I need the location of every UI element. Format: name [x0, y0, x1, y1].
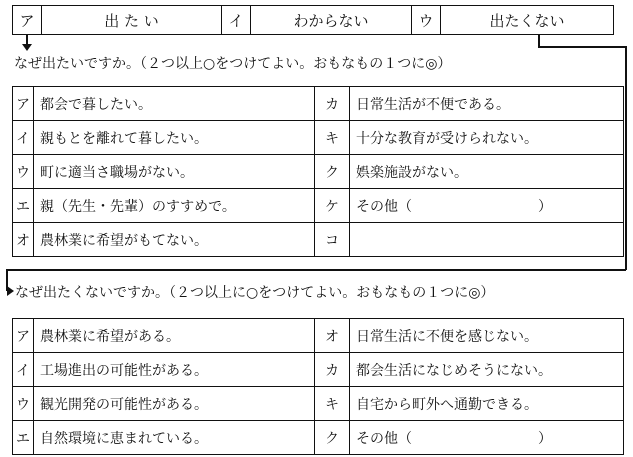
item-text: 都会生活になじめそうにない。	[350, 353, 624, 387]
item-key[interactable]: ウ	[13, 387, 34, 421]
item-key[interactable]: ウ	[13, 155, 34, 189]
item-text: 日常生活が不便である。	[350, 87, 624, 121]
item-key[interactable]: エ	[13, 189, 34, 223]
item-text: その他（ ）	[350, 189, 624, 223]
reasons-to-leave-table	[12, 86, 624, 257]
option-key[interactable]: ウ	[412, 6, 441, 34]
top-options-row	[12, 5, 614, 35]
item-text: 観光開発の可能性がある。	[34, 387, 315, 421]
item-key[interactable]: カ	[315, 353, 350, 387]
item-key[interactable]: カ	[315, 87, 350, 121]
connector-line	[6, 269, 626, 271]
item-key[interactable]: イ	[13, 353, 34, 387]
table-row	[13, 421, 624, 455]
question-2: なぜ出たくないですか。（２つ以上に○をつけてよい。おもなもの１つに◎）	[15, 285, 495, 301]
option-key[interactable]: イ	[222, 6, 251, 34]
item-text: 町に適当さ職場がない。	[34, 155, 315, 189]
item-text: 十分な教育が受けられない。	[350, 121, 624, 155]
table-row	[13, 121, 624, 155]
table-row	[13, 189, 624, 223]
item-text	[350, 223, 624, 257]
item-text: 自然環境に恵まれている。	[34, 421, 315, 455]
item-key[interactable]: キ	[315, 121, 350, 155]
item-key[interactable]: キ	[315, 387, 350, 421]
connector-line	[538, 46, 626, 48]
question-1: なぜ出たいですか。（２つ以上○をつけてよい。おもなもの１つに◎）	[14, 56, 452, 72]
item-key[interactable]: ア	[13, 319, 34, 353]
item-text: 農林業に希望がある。	[34, 319, 315, 353]
item-key[interactable]: エ	[13, 421, 34, 455]
reasons-to-stay-table	[12, 318, 624, 455]
item-text: 都会で暮したい。	[34, 87, 315, 121]
item-text: 親（先生・先輩）のすすめで。	[34, 189, 315, 223]
item-text: 娯楽施設がない。	[350, 155, 624, 189]
option-key[interactable]: ア	[13, 6, 42, 34]
item-text: 工場進出の可能性がある。	[34, 353, 315, 387]
item-key[interactable]: オ	[315, 319, 350, 353]
table-row	[13, 319, 624, 353]
connector-line	[625, 46, 627, 270]
item-key[interactable]: ク	[315, 421, 350, 455]
table-row	[13, 387, 624, 421]
option-label[interactable]: 出たくない	[489, 11, 565, 30]
item-text: 親もとを離れて暮したい。	[34, 121, 315, 155]
item-key[interactable]: イ	[13, 121, 34, 155]
item-text: その他（ ）	[350, 421, 624, 455]
table-row	[13, 155, 624, 189]
item-key[interactable]: ク	[315, 155, 350, 189]
table-row	[13, 353, 624, 387]
option-label[interactable]: 出 た い	[42, 6, 222, 34]
item-key[interactable]: ケ	[315, 189, 350, 223]
item-text: 自宅から町外へ通勤できる。	[350, 387, 624, 421]
item-text: 農林業に希望がもてない。	[34, 223, 315, 257]
down-arrow-icon	[22, 44, 32, 51]
item-key[interactable]: コ	[315, 223, 350, 257]
right-arrow-icon	[7, 286, 14, 296]
item-key[interactable]: ア	[13, 87, 34, 121]
option-label[interactable]: わからない	[251, 6, 412, 34]
item-key[interactable]: オ	[13, 223, 34, 257]
table-row	[13, 223, 624, 257]
table-row	[13, 87, 624, 121]
item-text: 日常生活に不便を感じない。	[350, 319, 624, 353]
